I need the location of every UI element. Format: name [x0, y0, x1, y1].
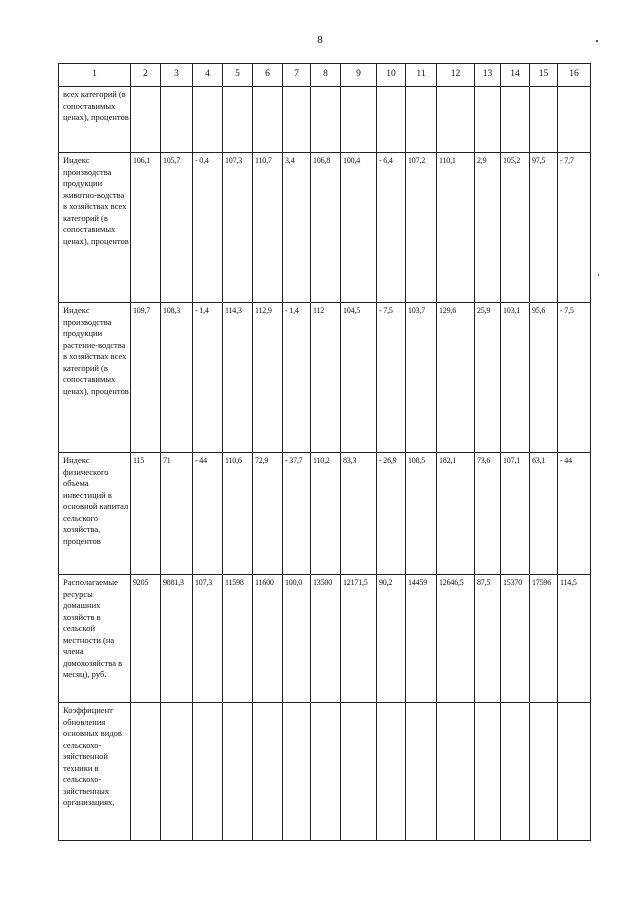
table-cell: - 44	[193, 453, 223, 575]
table-cell: 25,9	[475, 303, 501, 453]
column-header: 6	[253, 64, 283, 87]
row-label: Индекс производства продукции животно-водства в хозяйствах всех категорий (в сопоставимых ценах), процентов	[59, 153, 131, 303]
table-row	[59, 303, 591, 453]
table-cell	[253, 703, 283, 841]
table-cell: 107,3	[223, 153, 253, 303]
table-cell: 108,3	[161, 303, 193, 453]
table-cell: 110,1	[437, 153, 475, 303]
table-row	[59, 153, 591, 303]
table-cell: - 7,7	[558, 153, 591, 303]
table-cell: 115	[131, 453, 161, 575]
table-cell: 73,6	[475, 453, 501, 575]
column-header: 12	[437, 64, 475, 87]
table-cell	[311, 87, 341, 153]
table-cell: 104,5	[341, 303, 377, 453]
table-cell: 12646,5	[437, 575, 475, 703]
table-row	[59, 87, 591, 153]
table-cell	[501, 703, 530, 841]
table-cell	[475, 703, 501, 841]
table-cell: 3,4	[283, 153, 311, 303]
column-header: 9	[341, 64, 377, 87]
table-cell: 2,9	[475, 153, 501, 303]
table-cell: 90,2	[377, 575, 406, 703]
table-cell	[193, 703, 223, 841]
table-cell	[193, 87, 223, 153]
column-header: 2	[131, 64, 161, 87]
table-cell: - 37,7	[283, 453, 311, 575]
table-cell: 17596	[530, 575, 558, 703]
table-cell: 182,1	[437, 453, 475, 575]
table-cell: 15370	[501, 575, 530, 703]
table-cell	[475, 87, 501, 153]
table-cell	[437, 87, 475, 153]
table-cell: 9881,3	[161, 575, 193, 703]
table-cell: - 7,5	[558, 303, 591, 453]
table-cell	[161, 87, 193, 153]
table-cell: 95,6	[530, 303, 558, 453]
table-cell: 129,6	[437, 303, 475, 453]
table-cell: 12171,5	[341, 575, 377, 703]
table-cell: 114,5	[558, 575, 591, 703]
table-cell: - 7,5	[377, 303, 406, 453]
table-cell: 100,4	[341, 153, 377, 303]
column-header: 14	[501, 64, 530, 87]
table-cell	[558, 87, 591, 153]
table-cell: 114,3	[223, 303, 253, 453]
table-cell: - 1,4	[193, 303, 223, 453]
column-header: 10	[377, 64, 406, 87]
table-cell	[558, 703, 591, 841]
column-header: 1	[59, 64, 131, 87]
table-cell	[341, 703, 377, 841]
table-cell: 103,7	[406, 303, 437, 453]
table-cell: 83,3	[341, 453, 377, 575]
table-cell: 107,2	[406, 153, 437, 303]
table-cell	[406, 703, 437, 841]
table-cell	[377, 703, 406, 841]
table-cell: - 26,9	[377, 453, 406, 575]
table-cell: - 6,4	[377, 153, 406, 303]
table-cell	[131, 87, 161, 153]
column-header: 4	[193, 64, 223, 87]
row-label: Располагаемые ресурсы домашних хозяйств в сельской местности (на члена домохозяйства в месяц), руб.	[59, 575, 131, 703]
table-cell: - 1,4	[283, 303, 311, 453]
indicator-table	[58, 63, 591, 841]
table-cell: 107,3	[193, 575, 223, 703]
table-cell: 72,9	[253, 453, 283, 575]
table-cell: - 44	[558, 453, 591, 575]
table-cell: 109,7	[131, 303, 161, 453]
table-cell: 11598	[223, 575, 253, 703]
column-header: 15	[530, 64, 558, 87]
column-header: 16	[558, 64, 591, 87]
table-cell: 103,1	[501, 303, 530, 453]
table-cell	[530, 87, 558, 153]
table-cell	[131, 703, 161, 841]
scan-mark	[598, 274, 599, 276]
table-cell	[406, 87, 437, 153]
column-header: 3	[161, 64, 193, 87]
table-cell: 14459	[406, 575, 437, 703]
table-row	[59, 703, 591, 841]
table-cell: 110,6	[223, 453, 253, 575]
row-label: Индекс производства продукции растение-водства в хозяйствах всех категорий (в сопоставимых ценах), процентов	[59, 303, 131, 453]
table-cell: 112,9	[253, 303, 283, 453]
table-cell: 9205	[131, 575, 161, 703]
table-row	[59, 575, 591, 703]
table-cell	[437, 703, 475, 841]
table-cell	[161, 703, 193, 841]
table-cell	[223, 87, 253, 153]
table-cell: 112	[311, 303, 341, 453]
column-header: 8	[311, 64, 341, 87]
table-cell	[253, 87, 283, 153]
table-cell: 106,1	[131, 153, 161, 303]
table-cell	[283, 87, 311, 153]
scan-mark	[596, 40, 598, 42]
table-cell: 63,1	[530, 453, 558, 575]
table-cell	[283, 703, 311, 841]
table-cell	[311, 703, 341, 841]
table-cell	[501, 87, 530, 153]
table-cell: 105,7	[161, 153, 193, 303]
column-header: 5	[223, 64, 253, 87]
table-row	[59, 453, 591, 575]
column-header: 11	[406, 64, 437, 87]
table-cell: 108,5	[406, 453, 437, 575]
table-header-row	[59, 64, 591, 87]
table-cell: 13500	[311, 575, 341, 703]
table-cell: 106,8	[311, 153, 341, 303]
table-cell	[341, 87, 377, 153]
table-cell: 105,2	[501, 153, 530, 303]
table-cell	[377, 87, 406, 153]
table-cell: 100,0	[283, 575, 311, 703]
page-number: 8	[317, 34, 323, 46]
table-cell: 107,1	[501, 453, 530, 575]
table-cell: 97,5	[530, 153, 558, 303]
table-cell: 87,5	[475, 575, 501, 703]
table-cell	[223, 703, 253, 841]
column-header: 7	[283, 64, 311, 87]
table-cell	[530, 703, 558, 841]
row-label: Коэффициент обновления основных видов сельскохо-зяйственной техники в сельскохо-зяйственных организациях,	[59, 703, 131, 841]
table-cell: 110,2	[311, 453, 341, 575]
table-cell: 110,7	[253, 153, 283, 303]
table-cell: 11600	[253, 575, 283, 703]
table-cell: 71	[161, 453, 193, 575]
row-label: всех категорий (в сопоставимых ценах), процентов	[59, 87, 131, 153]
column-header: 13	[475, 64, 501, 87]
row-label: Индекс физического объема инвестиций в основной капитал сельского хозяйства, процентов	[59, 453, 131, 575]
table-cell: - 0,4	[193, 153, 223, 303]
